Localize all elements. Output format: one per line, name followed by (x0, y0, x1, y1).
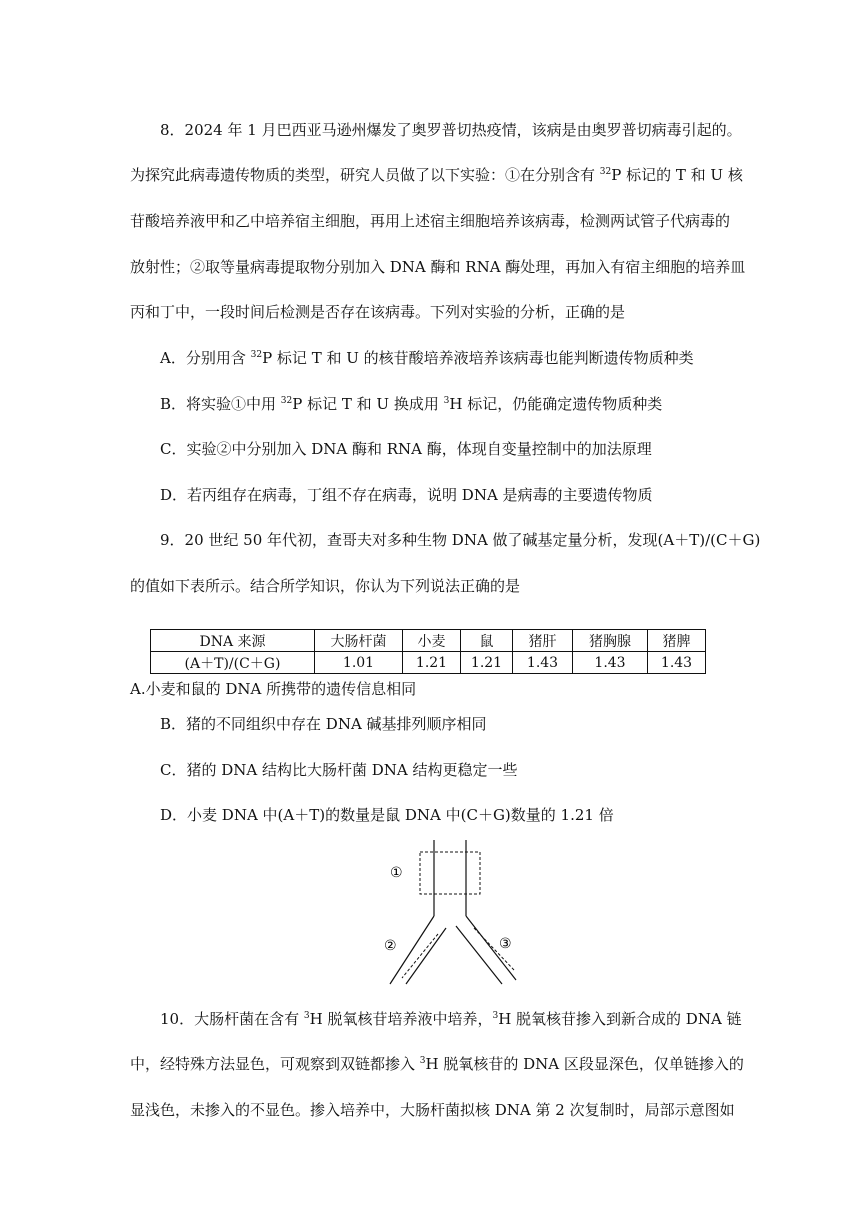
q9-option-b: B．猪的不同组织中存在 DNA 碱基排列顺序相同 (160, 715, 487, 733)
q9-option-a: A.小麦和鼠的 DNA 所携带的遗传信息相同 (130, 680, 417, 698)
table-cell: 1.01 (315, 652, 403, 674)
q9-line-2: 的值如下表所示。结合所学知识，你认为下列说法正确的是 (130, 577, 521, 595)
q9-option-c: C．猪的 DNA 结构比大肠杆菌 DNA 结构更稳定一些 (160, 761, 518, 779)
q9-option-d: D．小麦 DNA 中(A＋T)的数量是鼠 DNA 中(C＋G)数量的 1.21 倍 (160, 806, 614, 824)
table-header-cell: 鼠 (461, 630, 513, 652)
table-header-cell: 大肠杆菌 (315, 630, 403, 652)
left-arm-old-strand (390, 916, 434, 984)
q10-line-2: 中，经特殊方法显色，可观察到双链都掺入 $^3$H 脱氧核苷的 DNA 区段显深色，仅单链掺入的 (130, 1055, 744, 1073)
q8-line-2: 为探究此病毒遗传物质的类型，研究人员做了以下实验：①在分别含有 $^{32}$P 标记的 T 和 U 核 (130, 166, 743, 184)
q8-option-b: B．将实验①中用 $^{32}$P 标记 T 和 U 换成用 $^3$H 标记，仍能确定遗传物质种类 (160, 395, 663, 413)
table-header-row (151, 630, 706, 652)
q8-line-4: 放射性；②取等量病毒提取物分别加入 DNA 酶和 RNA 酶处理，再加入有宿主细胞的培养皿 (130, 258, 746, 276)
label-region-3: ③ (499, 936, 512, 952)
q10-line-1: 10．大肠杆菌在含有 $^3$H 脱氧核苷培养液中培养，$^3$H 脱氧核苷掺入到新合成的 DNA 链 (160, 1010, 742, 1028)
table-header-cell: DNA 来源 (151, 630, 315, 652)
left-arm-dashed-strand (402, 934, 438, 978)
replication-fork-figure (380, 838, 530, 988)
table-cell: 1.43 (513, 652, 573, 674)
q8-line-1: 8．2024 年 1 月巴西亚马逊州爆发了奥罗普切热疫情，该病是由奥罗普切病毒引起的。 (160, 121, 742, 139)
right-arm-new-strand (456, 926, 502, 984)
table-header-cell: 猪胸腺 (573, 630, 648, 652)
label-region-2: ② (384, 938, 397, 954)
table-row (151, 652, 706, 674)
q8-option-c: C．实验②中分别加入 DNA 酶和 RNA 酶，体现自变量控制中的加法原理 (160, 440, 652, 458)
q8-line-3: 苷酸培养液甲和乙中培养宿主细胞，再用上述宿主细胞培养该病毒，检测两试管子代病毒的 (130, 212, 731, 230)
table-header-cell: 猪肝 (513, 630, 573, 652)
table-header-cell: 猪脾 (648, 630, 706, 652)
label-region-1: ① (390, 865, 403, 881)
region-1-box (420, 852, 480, 894)
table-cell: (A＋T)/(C＋G) (151, 652, 315, 674)
q8-line-5: 丙和丁中，一段时间后检测是否存在该病毒。下列对实验的分析，正确的是 (130, 303, 626, 321)
q10-line-3: 显浅色，未掺入的不显色。掺入培养中，大肠杆菌拟核 DNA 第 2 次复制时，局部示意图如 (130, 1101, 735, 1119)
table-cell: 1.21 (461, 652, 513, 674)
q8-option-a: A．分别用含 $^{32}$P 标记 T 和 U 的核苷酸培养液培养该病毒也能判断遗传物质种类 (160, 349, 694, 367)
q8-option-d: D．若丙组存在病毒，丁组不存在病毒，说明 DNA 是病毒的主要遗传物质 (160, 486, 653, 504)
table-header-cell: 小麦 (403, 630, 461, 652)
table-cell: 1.21 (403, 652, 461, 674)
left-arm-new-strand (406, 928, 446, 984)
table-cell: 1.43 (648, 652, 706, 674)
q9-line-1: 9．20 世纪 50 年代初，查哥夫对多种生物 DNA 做了碱基定量分析，发现(A＋T)/(C＋G) (160, 531, 761, 549)
table-cell: 1.43 (573, 652, 648, 674)
base-ratio-table (150, 629, 706, 674)
